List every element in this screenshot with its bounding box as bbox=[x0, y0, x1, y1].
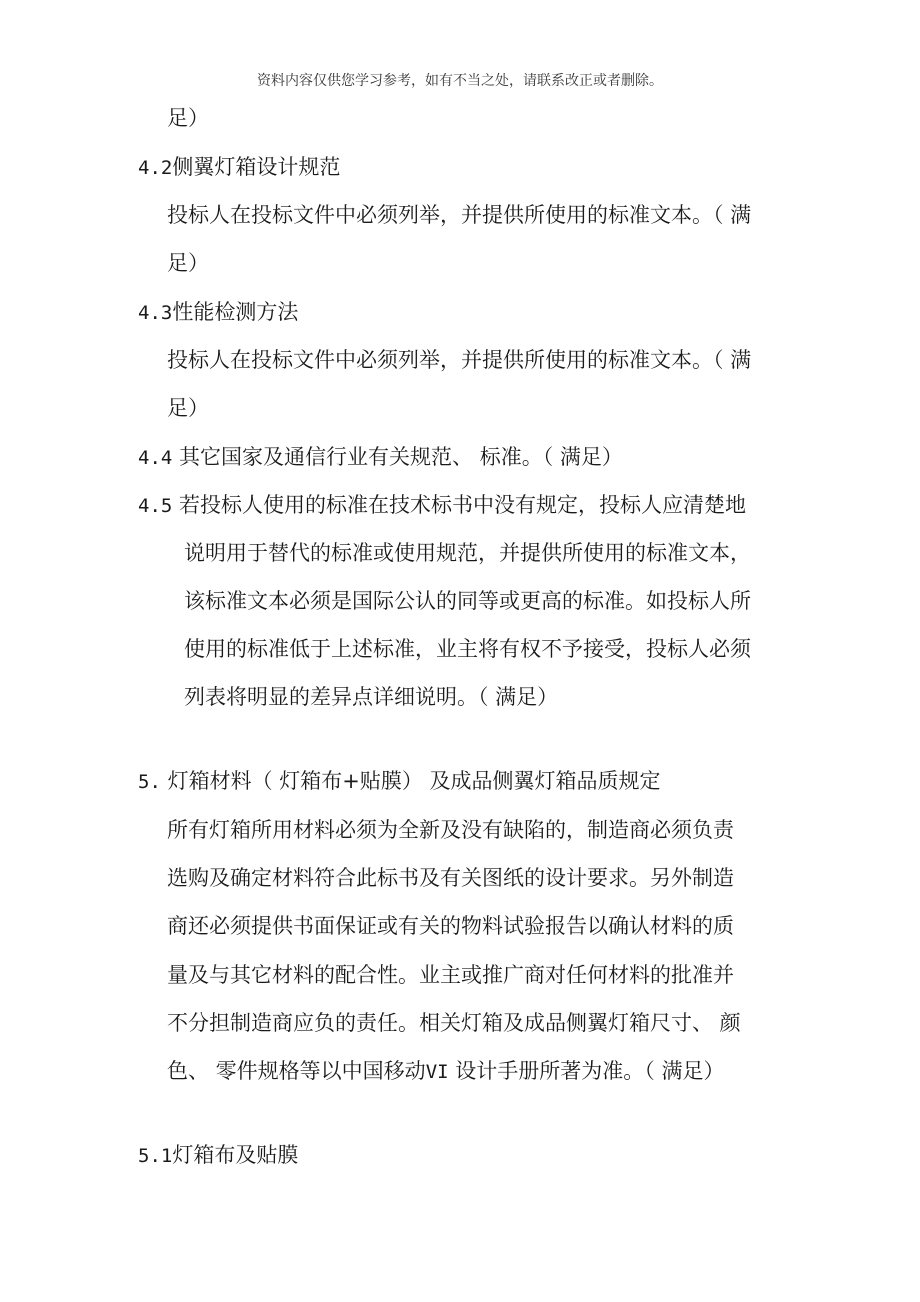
section-number: 4.3 bbox=[138, 302, 173, 324]
paragraph-line: 量及与其它材料的配合性。业主或推广商对任何材料的批准并 bbox=[167, 963, 734, 987]
paragraph-line: 该标准文本必须是国际公认的同等或更高的标准。如投标人所 bbox=[184, 589, 751, 613]
paragraph-line: 说明用于替代的标准或使用规范，并提供所使用的标准文本， bbox=[184, 541, 751, 565]
section-text: 其它国家及通信行业有关规范、 标准。（ 满足） bbox=[179, 445, 623, 469]
section-heading-4-5 bbox=[138, 491, 746, 520]
paragraph-line: 足） bbox=[167, 251, 209, 275]
section-number: 4.4 bbox=[138, 447, 173, 469]
section-heading-4-3 bbox=[138, 298, 298, 327]
paragraph-line: 使用的标准低于上述标准，业主将有权不予接受，投标人必须 bbox=[184, 637, 751, 661]
paragraph-line: 商还必须提供书面保证或有关的物料试验报告以确认材料的质 bbox=[167, 914, 734, 938]
paragraph-line: 足） bbox=[167, 396, 209, 420]
paragraph-line: 列表将明显的差异点详细说明。（ 满足） bbox=[184, 685, 559, 709]
paragraph-line: 不分担制造商应负的责任。相关灯箱及成品侧翼灯箱尺寸、 颜 bbox=[167, 1011, 741, 1035]
paragraph-line: 所有灯箱所用材料必须为全新及没有缺陷的，制造商必须负责 bbox=[167, 818, 734, 842]
section-number: 5. bbox=[138, 771, 161, 793]
section-title: 性能检测方法 bbox=[172, 300, 299, 324]
vi-term: VI bbox=[425, 1061, 449, 1083]
section-heading-5-1 bbox=[138, 1141, 298, 1170]
paragraph-line: 投标人在投标文件中必须列举，并提供所使用的标准文本。（ 满 bbox=[167, 203, 752, 227]
section-heading-4-2 bbox=[138, 153, 340, 182]
header-notice: 资料内容仅供您学习参考，如有不当之处，请联系改正或者删除。 bbox=[257, 73, 663, 89]
section-number: 5.1 bbox=[138, 1145, 173, 1167]
continuation-text: 足） bbox=[167, 106, 209, 130]
section-title: 灯箱布及贴膜 bbox=[172, 1143, 299, 1167]
section-heading-4-4 bbox=[138, 443, 623, 472]
section-text: 若投标人使用的标准在技术标书中没有规定，投标人应清楚地 bbox=[179, 493, 747, 517]
section-title: 侧翼灯箱设计规范 bbox=[172, 155, 341, 179]
section-heading-5 bbox=[138, 767, 661, 796]
section-title: 灯箱材料（ 灯箱布+贴膜） 及成品侧翼灯箱品质规定 bbox=[167, 769, 661, 793]
paragraph-line: 选购及确定材料符合此标书及有关图纸的设计要求。另外制造 bbox=[167, 866, 734, 890]
section-number: 4.2 bbox=[138, 157, 173, 179]
paragraph-line bbox=[167, 1057, 724, 1086]
text-fragment: 设计手册所著为准。（ 满足） bbox=[455, 1059, 725, 1083]
text-fragment: 色、 零件规格等以中国移动 bbox=[167, 1059, 426, 1083]
section-number: 4.5 bbox=[138, 495, 173, 517]
paragraph-line: 投标人在投标文件中必须列举，并提供所使用的标准文本。（ 满 bbox=[167, 348, 752, 372]
